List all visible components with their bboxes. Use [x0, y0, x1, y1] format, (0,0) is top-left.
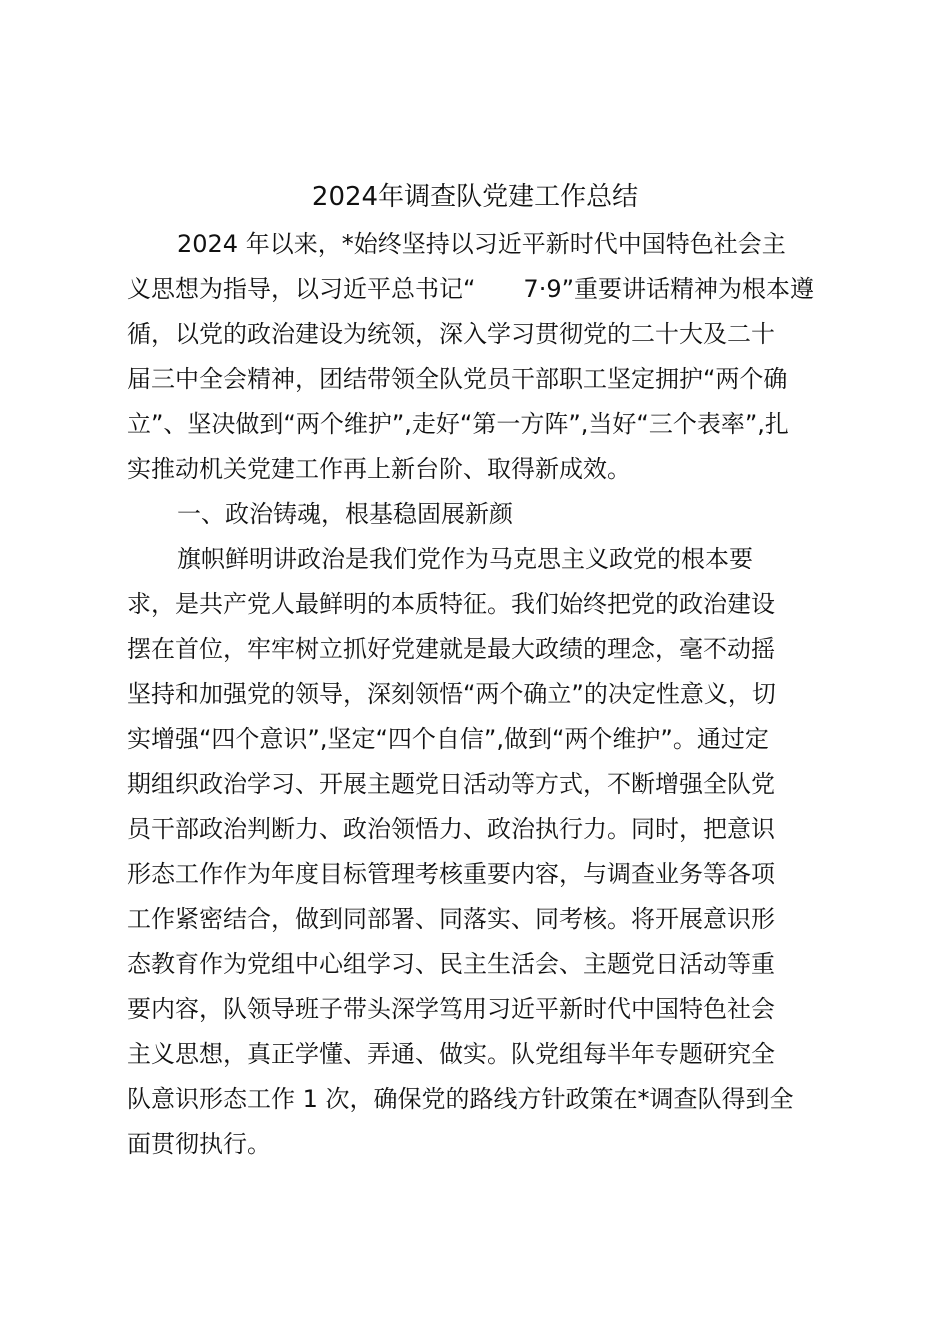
paragraph-line: 实增强“四个意识”,坚定“四个自信”,做到“两个维护”。通过定 — [127, 725, 769, 753]
paragraph-line: 员干部政治判断力、政治领悟力、政治执行力。同时，把意识 — [127, 815, 775, 843]
paragraph-line: 届三中全会精神，团结带领全队党员干部职工坚定拥护“两个确 — [127, 365, 788, 393]
document-title: 2024年调查队党建工作总结 — [311, 182, 639, 212]
section-heading: 一、政治铸魂，根基稳固展新颜 — [177, 500, 513, 528]
paragraph-line: 实推动机关党建工作再上新台阶、取得新成效。 — [127, 455, 631, 483]
paragraph-line: 工作紧密结合，做到同部署、同落实、同考核。将开展意识形 — [127, 905, 775, 933]
paragraph-line: 态教育作为党组中心组学习、民主生活会、主题党日活动等重 — [127, 950, 775, 978]
paragraph-line: 要内容，队领导班子带头深学笃用习近平新时代中国特色社会 — [127, 995, 775, 1023]
paragraph-line: 求，是共产党人最鲜明的本质特征。我们始终把党的政治建设 — [127, 590, 775, 618]
paragraph-line: 循，以党的政治建设为统领，深入学习贯彻党的二十大及二十 — [127, 320, 775, 348]
paragraph-line: 旗帜鲜明讲政治是我们党作为马克思主义政党的根本要 — [177, 545, 753, 573]
paragraph-line: 主义思想，真正学懂、弄通、做实。队党组每半年专题研究全 — [127, 1040, 775, 1068]
paragraph-line: 立”、坚决做到“两个维护”,走好“第一方阵”,当好“三个表率”,扎 — [127, 410, 789, 438]
paragraph-line: 坚持和加强党的领导，深刻领悟“两个确立”的决定性意义，切 — [127, 680, 776, 708]
paragraph-line: 期组织政治学习、开展主题党日活动等方式，不断增强全队党 — [127, 770, 775, 798]
paragraph-line: 队意识形态工作 1 次，确保党的路线方针政策在*调查队得到全 — [127, 1085, 794, 1113]
paragraph-line: 义思想为指导，以习近平总书记“ 7·9”重要讲话精神为根本遵 — [127, 275, 815, 303]
paragraph-line: 形态工作作为年度目标管理考核重要内容，与调查业务等各项 — [127, 860, 775, 888]
paragraph-line: 2024 年以来，*始终坚持以习近平新时代中国特色社会主 — [177, 230, 786, 258]
paragraph-line: 面贯彻执行。 — [127, 1130, 271, 1158]
paragraph-line: 摆在首位，牢牢树立抓好党建就是最大政绩的理念，毫不动摇 — [127, 635, 775, 663]
